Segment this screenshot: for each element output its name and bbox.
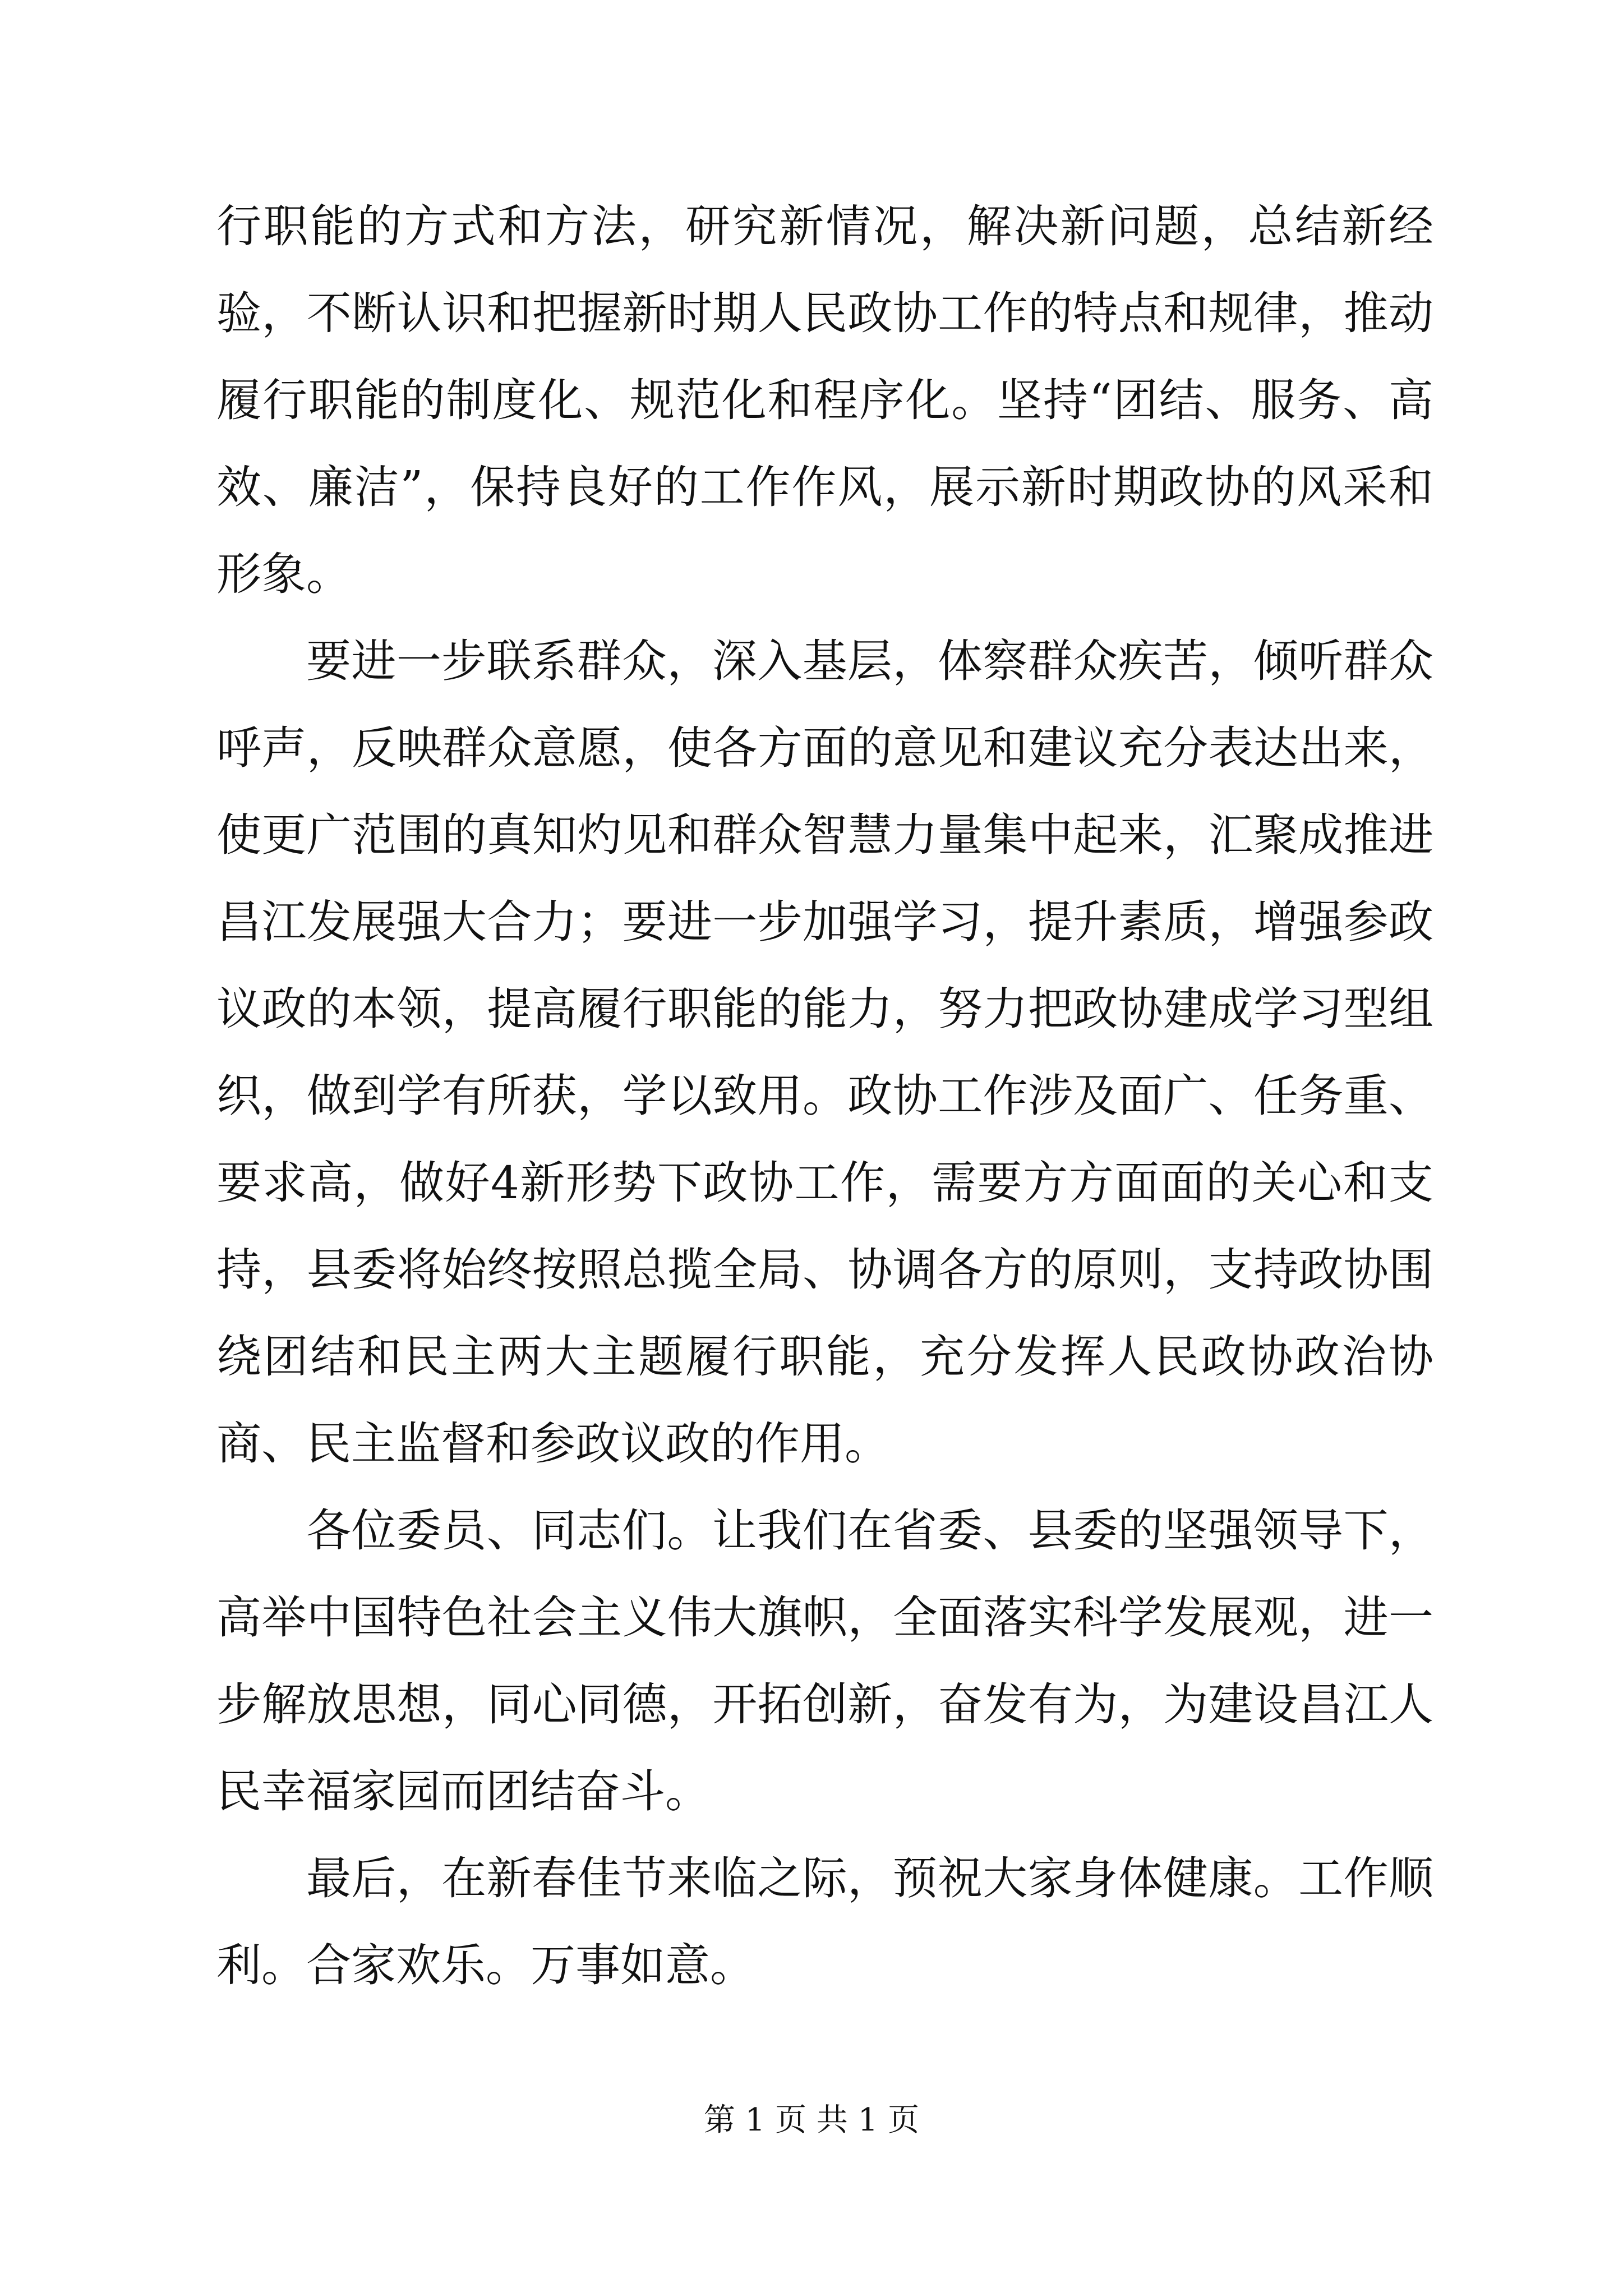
document-body	[216, 183, 1433, 2009]
page-number-footer: 第 1 页 共 1 页	[703, 2102, 920, 2138]
paragraph-continuation: 行职能的方式和方法，研究新情况，解决新问题，总结新经验，不断认识和把握新时期人民政协工作的特点和规律，推动履行职能的制度化、规范化和程序化。坚持“团结、服务、高效、廉洁”，保持良好的工作作风，展示新时期政协的风采和形象。	[216, 200, 1433, 600]
paragraph-new-year-wishes: 最后，在新春佳节来临之际，预祝大家身体健康。工作顺利。合家欢乐。万事如意。	[216, 1852, 1433, 1991]
paragraph-call-to-action: 各位委员、同志们。让我们在省委、县委的坚强领导下，高举中国特色社会主义伟大旗帜，全面落实科学发展观，进一步解放思想，同心同德，开拓创新，奋发有为，为建设昌江人民幸福家园而团结奋斗。	[216, 1504, 1433, 1818]
paragraph-contact-masses: 要进一步联系群众，深入基层，体察群众疾苦，倾听群众呼声，反映群众意愿，使各方面的意见和建议充分表达出来，使更广范围的真知灼见和群众智慧力量集中起来，汇聚成推进昌江发展强大合力；要进一步加强学习，提升素质，增强参政议政的本领，提高履行职能的能力，努力把政协建成学习型组织，做到学有所获，学以致用。政协工作涉及面广、任务重、要求高，做好4新形势下政协工作，需要方方面面的关心和支持，县委将始终按照总揽全局、协调各方的原则，支持政协围绕团结和民主两大主题履行职能，充分发挥人民政协政治协商、民主监督和参政议政的作用。	[216, 635, 1433, 1470]
